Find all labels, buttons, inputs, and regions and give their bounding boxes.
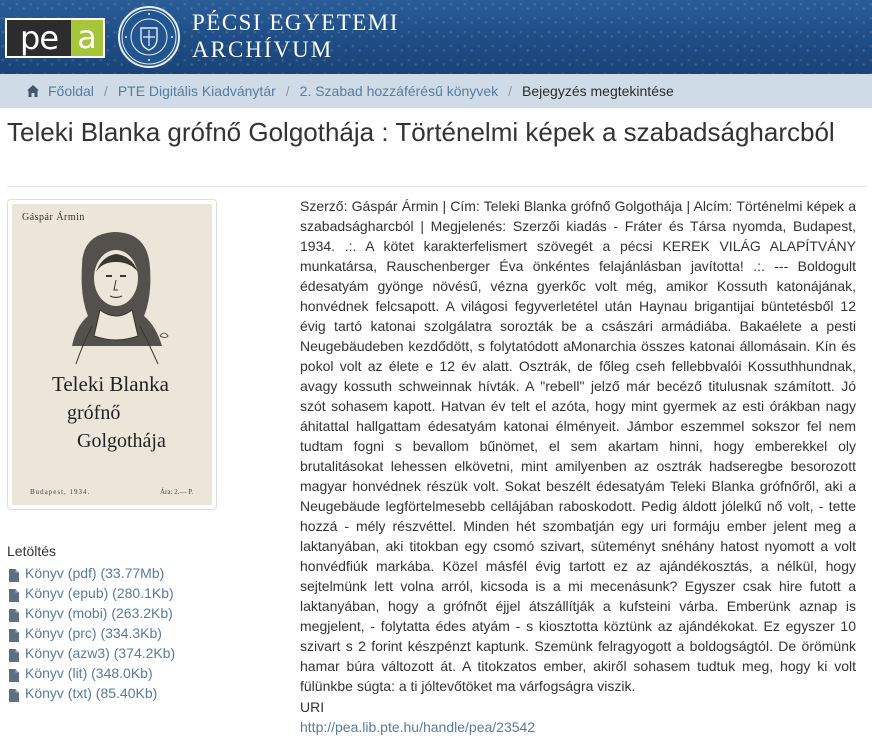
title-divider — [7, 186, 867, 187]
download-size: (33.77Mb) — [100, 565, 165, 581]
download-azw3-link[interactable] — [25, 643, 175, 663]
uri-link[interactable]: http://pea.lib.pte.hu/handle/pea/23542 — [300, 719, 536, 735]
download-item — [9, 683, 175, 703]
file-icon — [9, 587, 19, 600]
file-icon — [9, 687, 19, 700]
download-prc-link[interactable] — [25, 623, 162, 643]
download-item — [9, 563, 175, 583]
cover-price: Ára: 2.— P. — [160, 488, 194, 496]
cover-thumbnail[interactable] — [7, 199, 217, 510]
download-size: (85.40Kb) — [95, 685, 158, 701]
download-mobi-link[interactable] — [25, 603, 173, 623]
header-subtitle: ARCHÍVUM — [192, 37, 334, 62]
pea-logo-pe: pe — [20, 19, 58, 57]
university-seal-icon — [118, 6, 180, 68]
download-label: Könyv (azw3) — [25, 645, 110, 661]
item-description: Szerző: Gáspár Ármin | Cím: Teleki Blanka grófnő Golgothája | Alcím: Történelmi képek a szabadságharcból | Megjelenés: Szerzői kiadás - Fráter és Társa nyomda, Budapest, 1934. .:. A kötet karakterfelismert szövegét a pécsi KEREK VILÁG ALAPÍTVÁNY munkatársa, Rauschenberger Éva önkéntes felajánlásban javította! .:. --- Boldogult édesatyám gyönge növésű, vézna gyerkőc volt még, amikor Kossuth katonájának, honvédnek felcsapott. A világosi fegyverletétel után Haynau brigantijai büntetésből 12 évig tartó katonai szolgálatra sorozták be a császári armádiába. Bakaélete a pesti Neugebäudeben kezdődött, s folytatódott aMonarchia összes katonai állomásain. Kín és pokol volt az élete e 12 év alatt. Osztrák, de főleg cseh fellebbvalói Kossuthhundnak, avagy kossuth schweinnak hívták. A "rebell" jelző már becéző titulusnak számított. Jó szót sohasem kapott. Hatvan év telt el azóta, hogy mint gyermek az esti órákban nagy áhitattal hallgattam édesatyám katonai élményeit. Jámbor eszemmel sokszor fel nem tudtam fogni s bevallom bűnömet, el sem akartam hinni, hogy emberekkel oly brutalitásokat lehessen elkövetni, mint amilyenben az osztrák hadseregbe besorozott magyar honvédnek részük volt. Sokat beszélt édesatyám Teleki Blanka grófnőről, aki a Neugebäude legförtelmesebb cellájában raboskodott. Pedig áldott jólelkű nő volt, - tette hozzá - mély részvéttel. Minden hét szombatján egy uri formáju ember jelent meg a laktanyában, aki titokban egy csomó szivart, süteményt snéhány hatost nyomott a volt honvédfiúk markába. Közel másfél évig tartott ez az ajándékosztás, a nélkül, hogy sejtelmünk lett volna arról, kicsoda is a mi mecenásunk? Egyszer csak hire futott a laktanyában, hogy a grófnőt éjjel átszállítják a kufsteini várba. Emberünk aznap is megjelent, - folytatta édes atyám - s kiosztotta köztünk az ajándékokat. Ez egyszer 10 szivart s 2 forint készpénzt kaptunk. Szemünk felragyogott a boldogságtól. De örömünk hamar búra változott át. A titokzatos ember, akiről sohasem tudtuk meg, hogy ki volt fülünkbe súgta: a ti jóltevőtöket ma várfogságra viszik. — [300, 198, 856, 694]
site-header — [0, 0, 872, 74]
page-title: Teleki Blanka grófnő Golgothája : Történelmi képek a szabadságharcból — [7, 117, 835, 147]
download-label: Könyv (txt) — [25, 685, 92, 701]
download-epub-link[interactable] — [25, 583, 174, 603]
file-icon — [9, 567, 19, 580]
breadcrumb-separator: / — [285, 83, 290, 99]
download-size: (280.1Kb) — [112, 585, 174, 601]
download-size: (334.3Kb) — [100, 625, 162, 641]
file-icon — [9, 667, 19, 680]
cover-author: Gáspár Ármin — [22, 212, 85, 223]
breadcrumb-separator: / — [103, 83, 108, 99]
downloads-heading: Letöltés — [7, 543, 57, 559]
cover-image — [12, 204, 212, 505]
download-item — [9, 643, 175, 663]
download-item — [9, 603, 175, 623]
download-label: Könyv (mobi) — [25, 605, 108, 621]
download-item — [9, 623, 175, 643]
breadcrumb — [0, 74, 872, 108]
download-size: (348.0Kb) — [91, 665, 153, 681]
breadcrumb-current: Bejegyzés megtekintése — [522, 83, 674, 99]
download-item — [9, 663, 175, 683]
download-pdf-link[interactable] — [25, 563, 164, 583]
download-label: Könyv (prc) — [25, 625, 97, 641]
breadcrumb-home-link[interactable]: Főoldal — [48, 83, 94, 99]
file-icon — [9, 607, 19, 620]
file-icon — [9, 627, 19, 640]
download-size: (374.2Kb) — [113, 645, 176, 661]
pea-logo-a: a — [71, 20, 103, 56]
cover-title-line2: grófnő — [67, 402, 121, 424]
breadcrumb-collection-link[interactable]: PTE Digitális Kiadványtár — [117, 83, 276, 99]
download-size: (263.2Kb) — [111, 605, 173, 621]
file-icon — [9, 647, 19, 660]
download-txt-link[interactable] — [25, 683, 157, 703]
breadcrumb-subcollection-link[interactable]: 2. Szabad hozzáférésű könyvek — [299, 83, 499, 99]
download-label: Könyv (lit) — [25, 665, 88, 681]
home-icon — [26, 84, 40, 98]
cover-place-year: Budapest, 1934. — [30, 488, 91, 496]
download-label: Könyv (epub) — [25, 585, 109, 601]
pea-logo[interactable] — [5, 18, 105, 58]
cover-title-line1: Teleki Blanka — [52, 372, 169, 396]
breadcrumb-separator: / — [508, 83, 513, 99]
download-label: Könyv (pdf) — [25, 565, 97, 581]
download-item — [9, 583, 175, 603]
uri-label: URI — [300, 699, 325, 715]
download-lit-link[interactable] — [25, 663, 153, 683]
cover-title-line3: Golgothája — [77, 430, 166, 452]
downloads-list — [9, 563, 175, 703]
portrait-illustration-icon — [52, 226, 182, 376]
header-title: PÉCSI EGYETEMI — [192, 10, 399, 35]
